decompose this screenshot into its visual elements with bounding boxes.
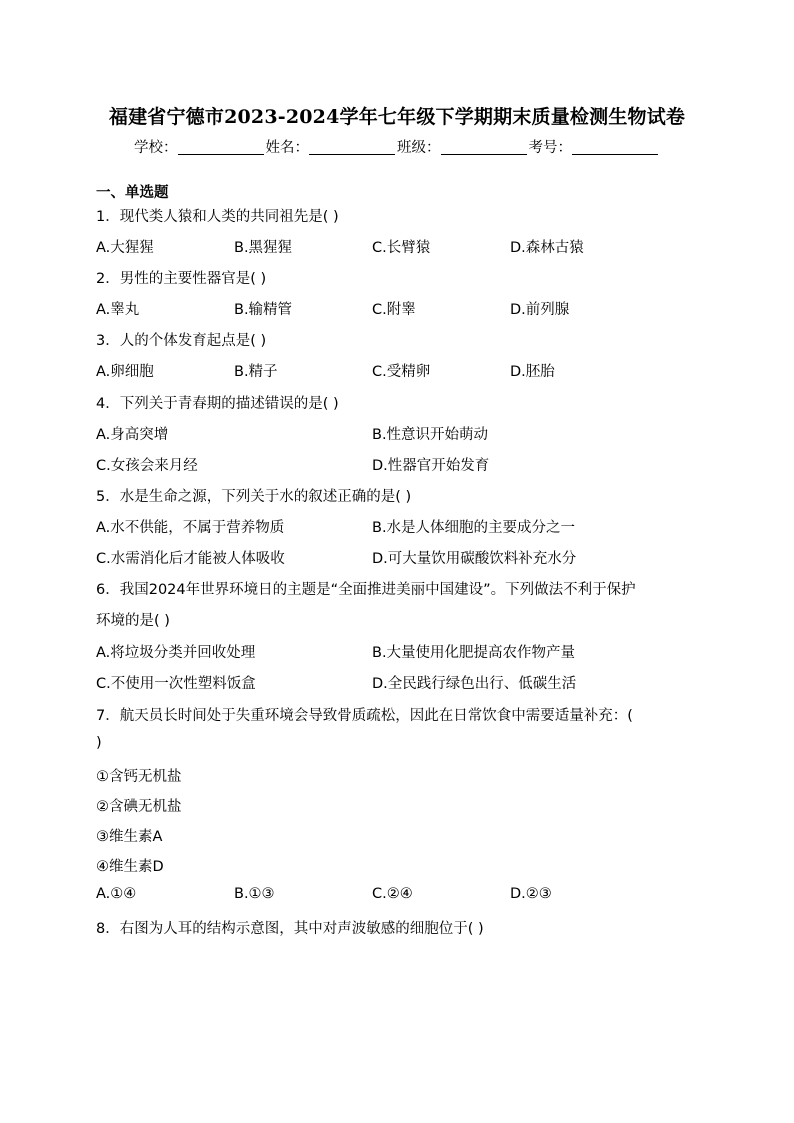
q7-item-1: ①含钙无机盐 [96,769,182,785]
class-blank[interactable] [441,140,527,155]
q5-option-b[interactable]: B.水是人体细胞的主要成分之一 [372,520,576,536]
q7-option-a[interactable]: A.①④ [96,886,137,902]
name-label: 姓名： [265,140,309,156]
number-label: 考号： [528,140,572,156]
q2-option-c[interactable]: C.附睾 [372,302,416,318]
q7-item-3: ③维生素A [96,829,163,845]
question-8-stem: 8．右图为人耳的结构示意图，其中对声波敏感的细胞位于( ) [96,921,484,937]
class-label: 班级： [397,140,441,156]
question-7-stem-continued: ) [96,735,102,751]
q3-option-a[interactable]: A.卵细胞 [96,364,154,380]
question-6-stem-continued: 环境的是( ) [96,613,170,629]
number-blank[interactable] [572,140,658,155]
q6-option-c[interactable]: C.不使用一次性塑料饭盒 [96,676,256,692]
q3-option-c[interactable]: C.受精卵 [372,364,431,380]
q7-option-c[interactable]: C.②④ [372,886,413,902]
student-info-line [0,136,794,157]
q1-option-a[interactable]: A.大猩猩 [96,240,154,256]
q2-option-a[interactable]: A.睾丸 [96,302,140,318]
question-7-stem: 7．航天员长时间处于失重环境会导致骨质疏松，因此在日常饮食中需要适量补充：( [96,708,633,724]
q7-item-4: ④维生素D [96,859,164,875]
q4-option-b[interactable]: B.性意识开始萌动 [372,427,489,443]
q6-option-b[interactable]: B.大量使用化肥提高农作物产量 [372,645,576,661]
q2-option-d[interactable]: D.前列腺 [510,302,570,318]
q6-option-d[interactable]: D.全民践行绿色出行、低碳生活 [372,676,577,692]
q5-option-d[interactable]: D.可大量饮用碳酸饮料补充水分 [372,551,577,567]
question-2-stem: 2．男性的主要性器官是( ) [96,271,267,287]
q7-option-d[interactable]: D.②③ [510,886,552,902]
q4-option-c[interactable]: C.女孩会来月经 [96,458,198,474]
name-blank[interactable] [309,140,395,155]
q7-item-2: ②含碘无机盐 [96,799,182,815]
q1-option-b[interactable]: B.黑猩猩 [234,240,293,256]
question-1-stem: 1．现代类人猿和人类的共同祖先是( ) [96,209,339,225]
q1-option-d[interactable]: D.森林古猿 [510,240,584,256]
q1-option-c[interactable]: C.长臂猿 [372,240,431,256]
school-blank[interactable] [178,140,264,155]
school-label: 学校： [134,140,178,156]
q4-option-a[interactable]: A.身高突增 [96,427,169,443]
q6-option-a[interactable]: A.将垃圾分类并回收处理 [96,645,256,661]
q3-option-d[interactable]: D.胚胎 [510,364,555,380]
q7-option-b[interactable]: B.①③ [234,886,275,902]
question-6-stem: 6．我国2024年世界环境日的主题是“全面推进美丽中国建设”。下列做法不利于保护 [96,582,636,598]
q5-option-c[interactable]: C.水需消化后才能被人体吸收 [96,551,285,567]
q5-option-a[interactable]: A.水不供能，不属于营养物质 [96,520,285,536]
q2-option-b[interactable]: B.输精管 [234,302,293,318]
page-title: 福建省宁德市2023-2024学年七年级下学期期末质量检测生物试卷 [108,106,686,128]
question-3-stem: 3．人的个体发育起点是( ) [96,333,267,349]
q3-option-b[interactable]: B.精子 [234,364,278,380]
section-heading: 一、单选题 [96,185,169,201]
q4-option-d[interactable]: D.性器官开始发育 [372,458,490,474]
question-5-stem: 5．水是生命之源，下列关于水的叙述正确的是( ) [96,489,412,505]
question-4-stem: 4．下列关于青春期的描述错误的是( ) [96,396,339,412]
